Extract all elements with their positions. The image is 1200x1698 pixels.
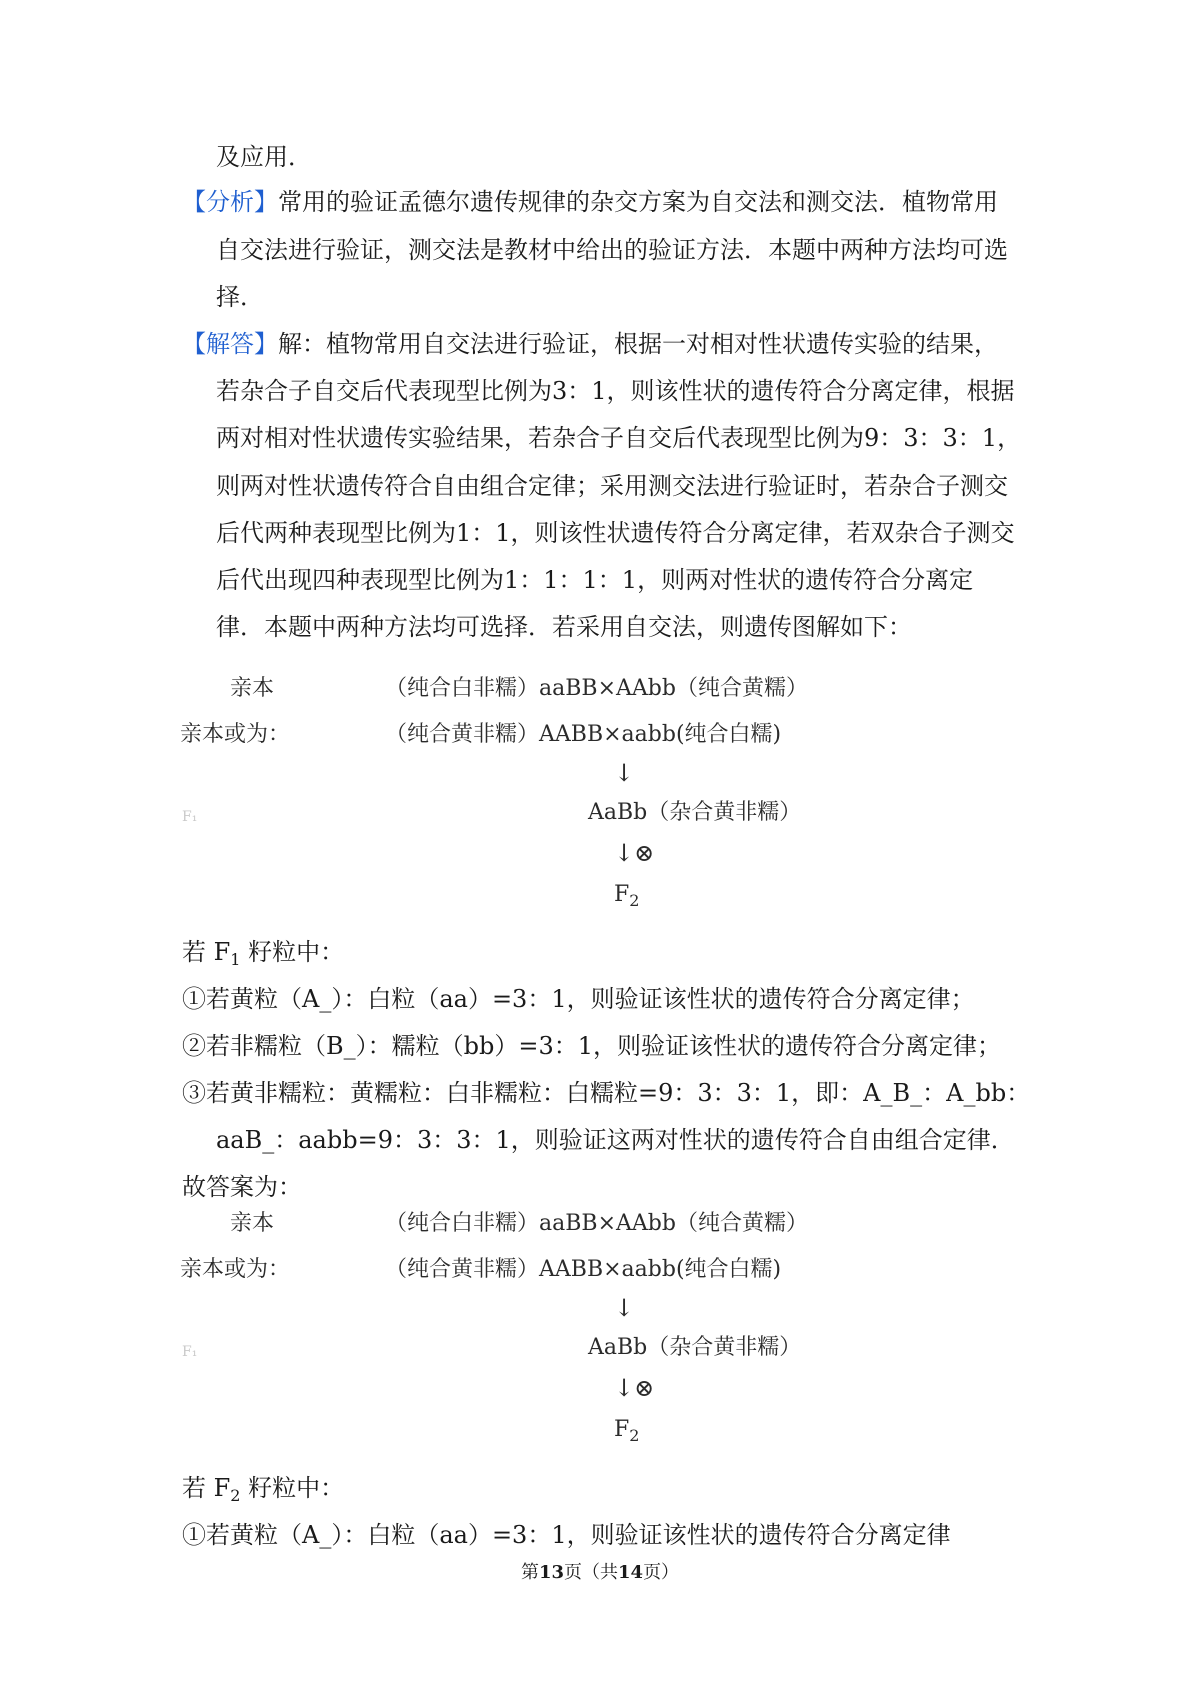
alt-parent-cross: （纯合黄非糯）AABB×aabb(纯合白糯) — [385, 1257, 782, 1282]
answer-paragraph — [182, 327, 998, 361]
faint-label: F₁ — [182, 1344, 198, 1360]
down-arrow-icon: ↓ — [614, 1294, 635, 1322]
text-line: 择． — [216, 283, 264, 311]
answer-tag: 【解答】 — [182, 330, 278, 358]
page-footer: 第13页（共14页） — [520, 1562, 680, 1583]
self-cross-arrow-icon: ↓⊗ — [614, 839, 655, 867]
list-item-continuation: aaB_：aabb=9：3：3：1，则验证这两对性状的遗传符合自由组合定律． — [216, 1126, 1015, 1154]
parent-label: 亲本 — [230, 676, 275, 701]
text-line: 律．本题中两种方法均可选择．若采用自交法，则遗传图解如下： — [216, 613, 912, 641]
alt-parent-label: 亲本或为： — [180, 1257, 291, 1282]
parent-cross: （纯合白非糯）aaBB×AAbb（纯合黄糯） — [385, 1211, 808, 1236]
genetic-diagram-repeat — [0, 1205, 1200, 1445]
self-cross-arrow-icon: ↓⊗ — [614, 1374, 655, 1402]
text-line: 后代两种表现型比例为1：1，则该性状遗传符合分离定律，若双杂合子测交 — [216, 519, 1015, 547]
page-total: 14 — [618, 1562, 644, 1583]
analysis-paragraph — [182, 185, 998, 219]
parent-cross: （纯合白非糯）aaBB×AAbb（纯合黄糯） — [385, 676, 808, 701]
parent-label: 亲本 — [230, 1211, 275, 1236]
page-number: 13 — [538, 1562, 564, 1583]
text-line: 及应用． — [216, 143, 312, 171]
list-item: ②若非糯粒（B_）：糯粒（bb）=3：1，则验证该性状的遗传符合分离定律； — [182, 1032, 1002, 1060]
analysis-tag: 【分析】 — [182, 188, 278, 216]
genetic-diagram — [0, 670, 1200, 910]
list-item: ③若黄非糯粒：黄糯粒：白非糯粒：白糯粒=9：3：3：1，即：A_B_：A_bb： — [182, 1079, 1031, 1107]
text-line: 解：植物常用自交法进行验证，根据一对相对性状遗传实验的结果， — [278, 330, 998, 358]
list-item: ①若黄粒（A_）：白粒（aa）=3：1，则验证该性状的遗传符合分离定律； — [182, 985, 975, 1013]
answer-label: 故答案为： — [182, 1173, 302, 1201]
text-line: 后代出现四种表现型比例为1：1：1：1，则两对性状的遗传符合分离定 — [216, 566, 974, 594]
text-line: 若杂合子自交后代表现型比例为3：1，则该性状的遗传符合分离定律，根据 — [216, 377, 1015, 405]
f1-genotype: AaBb（杂合黄非糯） — [588, 1335, 802, 1360]
faint-label: F₁ — [182, 809, 198, 825]
alt-parent-cross: （纯合黄非糯）AABB×aabb(纯合白糯) — [385, 722, 782, 747]
alt-parent-label: 亲本或为： — [180, 722, 291, 747]
f2-label: $F_2$ — [614, 882, 640, 910]
down-arrow-icon: ↓ — [614, 759, 635, 787]
text-line: 两对相对性状遗传实验结果，若杂合子自交后代表现型比例为9：3：3：1， — [216, 424, 1022, 452]
f1-intro: 若 $F_1$ 籽粒中： — [182, 938, 345, 969]
f1-genotype: AaBb（杂合黄非糯） — [588, 800, 802, 825]
text-line: 常用的验证孟德尔遗传规律的杂交方案为自交法和测交法．植物常用 — [278, 188, 998, 216]
text-line: 自交法进行验证，测交法是教材中给出的验证方法．本题中两种方法均可选 — [216, 236, 1008, 264]
f2-label: $F_2$ — [614, 1417, 640, 1445]
f2-intro: 若 $F_2$ 籽粒中： — [182, 1474, 345, 1505]
text-line: 则两对性状遗传符合自由组合定律；采用测交法进行验证时，若杂合子测交 — [216, 472, 1008, 500]
list-item: ①若黄粒（A_）：白粒（aa）=3：1，则验证该性状的遗传符合分离定律 — [182, 1521, 951, 1549]
